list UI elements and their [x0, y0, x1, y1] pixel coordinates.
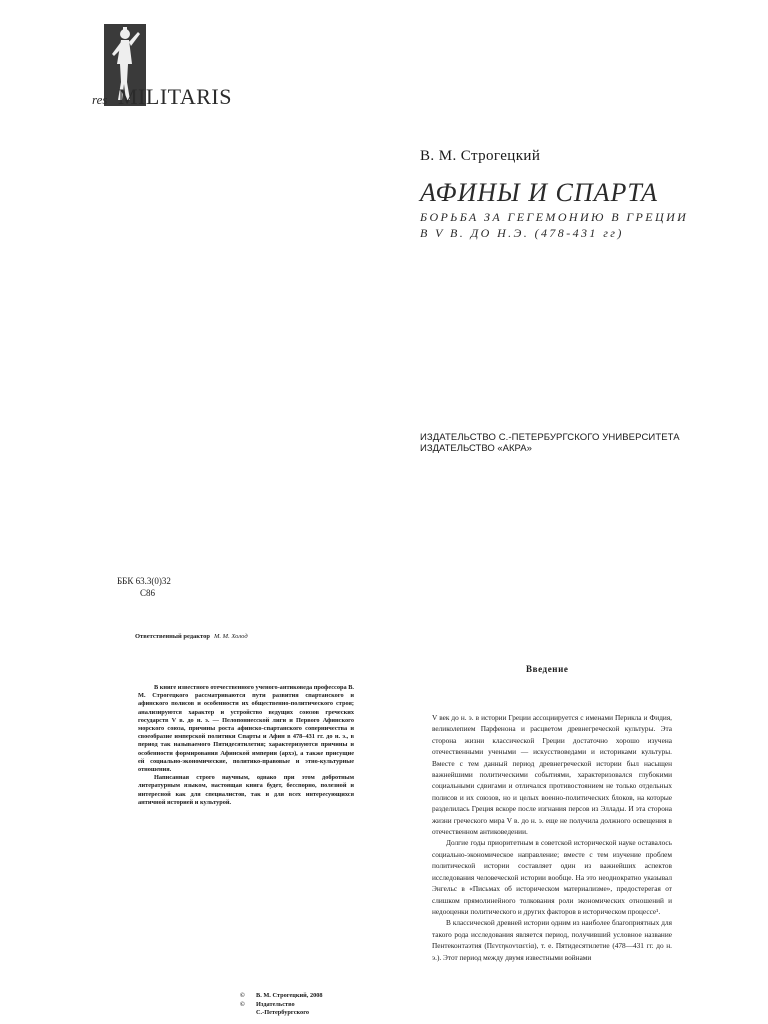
editor-label: Ответственный редактор: [135, 633, 210, 640]
logo-prefix: res: [92, 92, 108, 107]
copyright-row: [240, 1009, 323, 1018]
intro-paragraph: V век до н. э. в истории Греции ассоциируется с именами Перикла и Фидия, великолепием Парфенона и расцветом древнегреческой культуры. Эта сторона жизни классической Греции достаточно хорошо изучена отечественными учеными — искусствоведами и историками культуры. Вместе с тем данный период древнегреческой истории был насыщен важнейшими политическими событиями, характеризовался глубокими социальными сдвигами и отличался противостоянием не только отдельных полисов и их союзов, но и целых военно-политических блоков, на которые разделилась Греция вскоре после изгнания персов из Эллады. И эта сторона жизни греческого мира V в. до н. э. еще не получила должного освещения в отечественном антиковедении.: [432, 713, 672, 837]
intro-paragraph: Долгие годы приоритетным в советской исторической науке оставалось социально-экономическое направление; вместе с тем изучение проблем политической истории составляет один из важнейших аспектов исследования человеческой истории вообще. На это неоднократно указывал Энгельс в «Письмах об историческом материализме», предостерегая от слишком прямолинейного толкования роли экономических отношений и недооценки политического и других факторов в историческом процессе¹.: [432, 838, 672, 916]
copyright-text: С.-Петербургского: [256, 1009, 310, 1017]
author-name: В. М. Строгецкий: [420, 148, 541, 164]
copyright-block: [240, 992, 323, 1018]
editor-line: [135, 633, 248, 640]
intro-heading: Введение: [526, 664, 569, 674]
publisher-line-2: ИЗДАТЕЛЬСТВО «АКРА»: [420, 443, 532, 454]
abstract-paragraph: Написанная строго научным, однако при этом добротным литературным языком, настоящая книга будет, бесспорно, полезной и интересной как для специалистов, так и для всех интересующихся античной историей и культурой.: [138, 774, 354, 806]
copyright-text: В. М. Строгецкий, 2008: [256, 992, 323, 999]
series-logo: [92, 20, 237, 120]
book-title: АФИНЫ И СПАРТА: [420, 178, 659, 207]
copyright-symbol: ©: [240, 992, 245, 999]
copyright-row: [240, 1001, 323, 1010]
copyright-symbol: [240, 1009, 256, 1018]
publisher-line-1: ИЗДАТЕЛЬСТВО С.-ПЕТЕРБУРГСКОГО УНИВЕРСИТЕТА: [420, 432, 680, 443]
copyright-text: Издательство: [256, 1000, 295, 1008]
copyright-row: [240, 992, 323, 1001]
book-abstract: [138, 684, 354, 807]
book-subtitle-line-1: БОРЬБА ЗА ГЕГЕМОНИЮ В ГРЕЦИИ: [420, 210, 689, 224]
logo-name: MILITARIS: [118, 84, 232, 109]
bbk-code: ББК 63.3(0)32: [117, 576, 171, 586]
book-subtitle-line-2: В V В. ДО Н.Э. (478-431 гг): [420, 226, 624, 240]
copyright-symbol: ©: [240, 1000, 245, 1008]
intro-paragraph: В классической древней истории одним из наиболее благоприятных для такого рода исследования является период, получивший условное название Пентеконтаэтия (Πεντηκονταετία), т. е. Пятидесятилетие (478—431 гг. до н. э.). Этот период между двумя известными войнами: [432, 918, 672, 962]
intro-body: [432, 712, 672, 963]
abstract-paragraph: В книге известного отечественного ученого-антиковеда профессора В. М. Строгецкого рассматриваются пути развития спартанского и афинского полисов и особенности их общественно-политического строя; анализируются характер и устройство ведущих союзов греческих государств V в. до н. э. — Пелопоннесской лиги и Первого Афинского морского союза, причины роста афинско-спартанского соперничества и своеобразие имперской политики Спарты и Афин в 478–431 гг. до н. э., в период так называемого Пятидесятилетия; характеризуются причины и особенности формирования Афинской империи (архэ), а также присущие ей социально-экономические, политико-правовые и этно-культурные отношения.: [138, 684, 354, 774]
editor-name: М. М. Холод: [214, 633, 248, 640]
author-mark: С86: [140, 588, 156, 598]
